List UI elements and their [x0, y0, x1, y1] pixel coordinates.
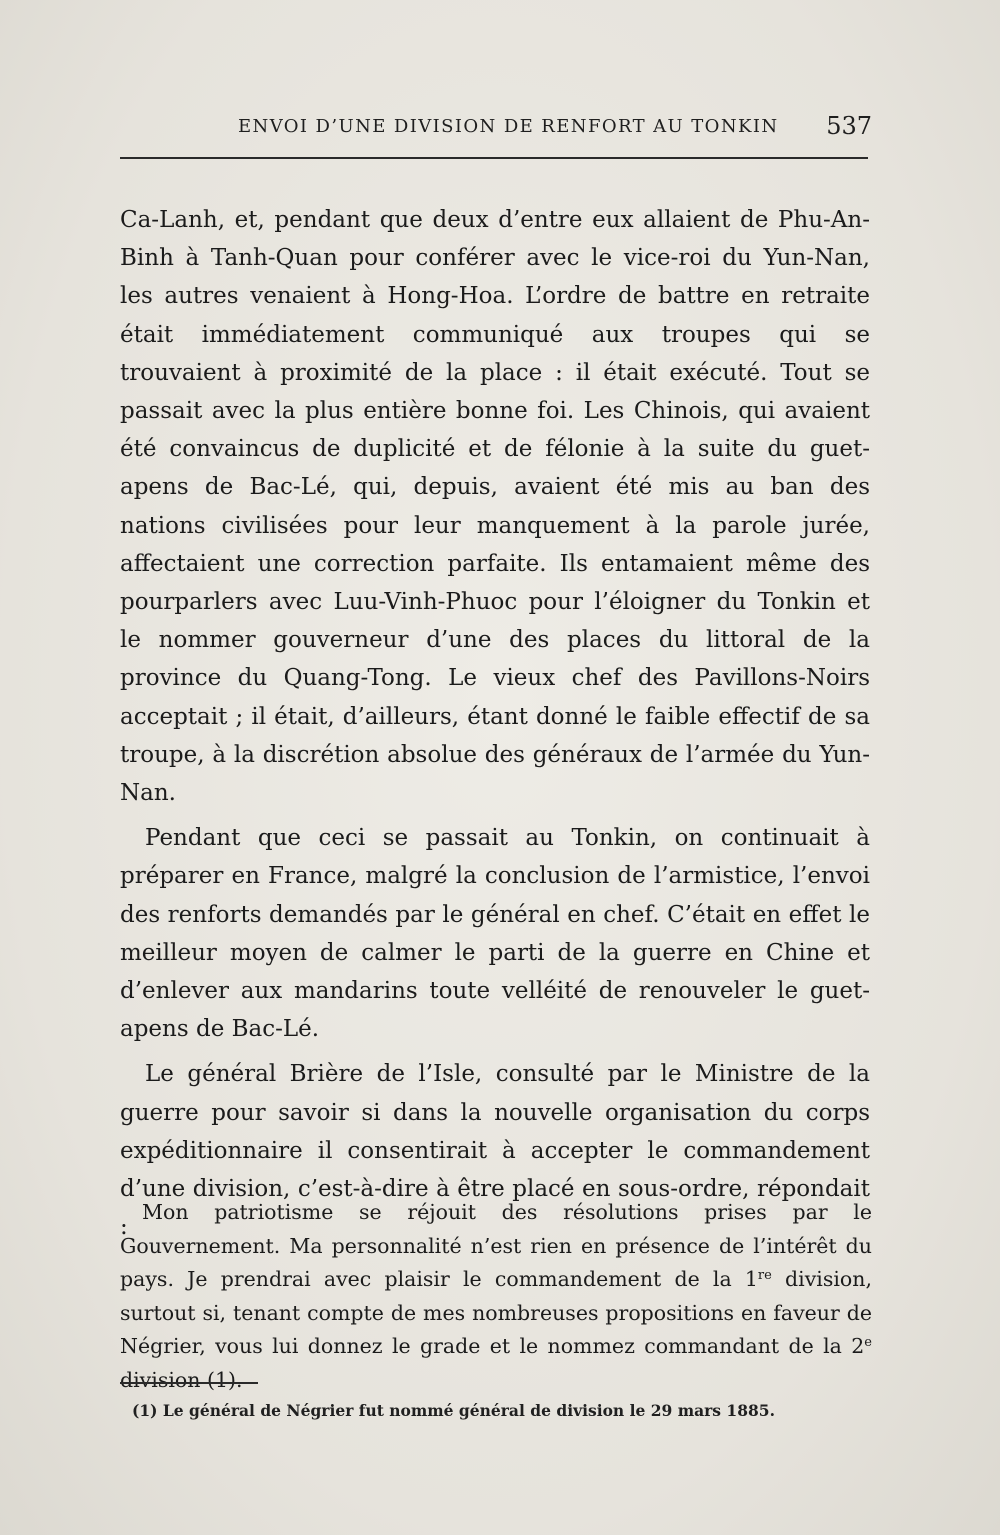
quote-part-2: division, surtout si, tenant compte de mes nombreuses propositions en faveur de Négrier, vous lui donnez le grade et le nommez commandant de la 2	[120, 1267, 872, 1358]
superscript-e: e	[864, 1335, 872, 1350]
running-title: ENVOI D’UNE DIVISION DE RENFORT AU TONKIN	[238, 116, 779, 137]
quote-text	[120, 1196, 872, 1397]
block-quote	[120, 1196, 872, 1397]
header-rule	[120, 157, 868, 159]
page-number: 537	[826, 112, 872, 140]
quote-part-1: Mon patriotisme se réjouit des résolutions prises par le Gouvernement. Ma personnalité n’est rien en présence de l’intérêt du pays. Je prendrai avec plaisir le commandement de la 1	[120, 1200, 872, 1291]
superscript-re: re	[757, 1268, 772, 1283]
paragraph-continuation: Ca-Lanh, et, pendant que deux d’entre eux allaient de Phu-An-Binh à Tanh-Quan pour conférer avec le vice-roi du Yun-Nan, les autres venaient à Hong-Hoa. L’ordre de battre en retraite était immédiatement communiqué aux troupes qui se trouvaient à proximité de la place : il était exécuté. Tout se passait avec la plus entière bonne foi. Les Chinois, qui avaient été convaincus de duplicité et de félonie à la suite du guet-apens de Bac-Lé, qui, depuis, avaient été mis au ban des nations civilisées pour leur manquement à la parole jurée, affectaient une correction parfaite. Ils entamaient même des pourparlers avec Luu-Vinh-Phuoc pour l’éloigner du Tonkin et le nommer gouverneur d’une des places du littoral de la province du Quang-Tong. Le vieux chef des Pavillons-Noirs acceptait ; il était, d’ailleurs, étant donné le faible effectif de sa troupe, à la discrétion absolue des généraux de l’armée du Yun-Nan.	[120, 207, 870, 807]
paragraph-preparation: Pendant que ceci se passait au Tonkin, on continuait à préparer en France, malgré la conclusion de l’armistice, l’envoi des renforts demandés par le général en chef. C’était en effet le meilleur moyen de calmer le parti de la guerre en Chine et d’enlever aux mandarins toute velléité de renouveler le guet-apens de Bac-Lé.	[120, 825, 870, 1043]
footnote-rule	[120, 1382, 258, 1384]
main-text	[120, 201, 870, 1246]
page-header	[120, 112, 872, 142]
quote-part-3: division (1).	[120, 1367, 243, 1392]
footnote: (1) Le général de Négrier fut nommé général de division le 29 mars 1885.	[132, 1401, 775, 1420]
paragraph-briere-de-lisle: Le général Brière de l’Isle, consulté par le Ministre de la guerre pour savoir si dans la nouvelle organisation du corps expéditionnaire il consentirait à accepter le commandement d’une division, c’est-à-dire à être placé en sous-ordre, répondait :	[120, 1061, 870, 1241]
